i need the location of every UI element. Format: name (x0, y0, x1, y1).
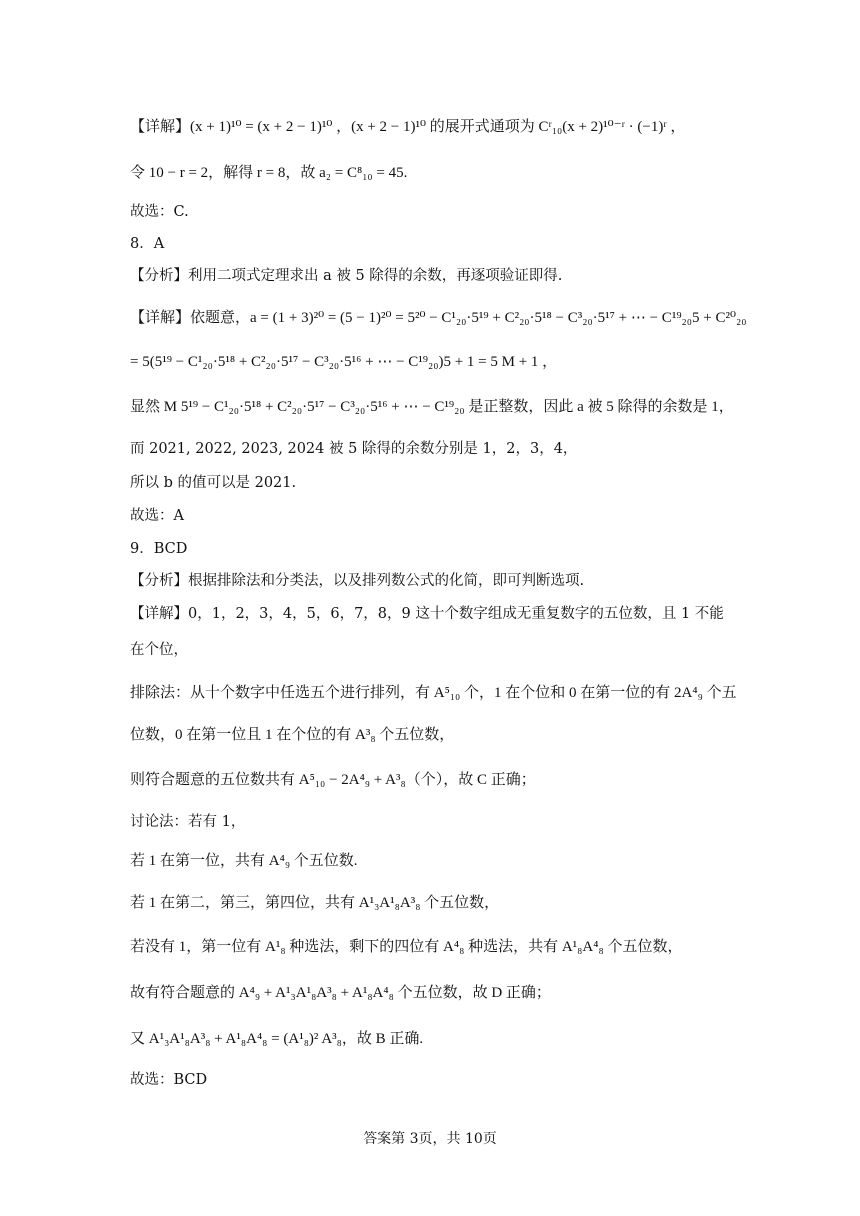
page-footer: 答案第 3页，共 10页 (363, 1131, 497, 1147)
text-line: 令 10 − r = 2，解得 r = 8，故 a₂ = C⁸₁₀ = 45. (130, 165, 408, 181)
text-line: 若 1 在第二，第三，第四位，共有 A¹₃A¹₈A³₈ 个五位数， (130, 895, 500, 911)
text-line: 故选：BCD (130, 1072, 208, 1088)
text-line: 讨论法：若有 1， (130, 814, 246, 830)
question-number: 8．A (130, 236, 165, 252)
text-line: 故选：C. (130, 204, 189, 220)
text-line: 若 1 在第一位，共有 A⁴₉ 个五位数. (130, 853, 358, 869)
text-line: 【详解】(x + 1)¹⁰ = (x + 2 − 1)¹⁰ ，(x + 2 − 1)¹⁰ 的展开式通项为 Cʳ₁₀(x + 2)¹⁰⁻ʳ · (−1)ʳ ， (130, 119, 686, 135)
text-line: 位数，0 在第一位且 1 在个位的有 A³₈ 个五位数， (130, 727, 455, 743)
text-line: 故选：A (130, 508, 184, 524)
text-line: 排除法：从十个数字中任选五个进行排列，有 A⁵₁₀ 个，1 在个位和 0 在第一位的有 2A⁴₉ 个五 (130, 685, 737, 701)
text-line: 又 A¹₃A¹₈A³₈ + A¹₈A⁴₈ = (A¹₈)² A³₈，故 B 正确. (130, 1031, 424, 1047)
text-line: 故有符合题意的 A⁴₉ + A¹₃A¹₈A³₈ + A¹₈A⁴₈ 个五位数，故 D 正确； (130, 985, 551, 1001)
text-line: 【详解】依题意，a = (1 + 3)²⁰ = (5 − 1)²⁰ = 5²⁰ − C¹₂₀·5¹⁹ + C²₂₀·5¹⁸ − C³₂₀·5¹⁷ + ⋯ − C¹⁹₂₀5 + C²⁰₂₀ (130, 310, 747, 326)
text-line: 【详解】0，1，2，3，4，5，6，7，8，9 这十个数字组成无重复数字的五位数，且 1 不能 (130, 606, 724, 622)
text-line: 则符合题意的五位数共有 A⁵₁₀ − 2A⁴₉ + A³₈（个），故 C 正确； (130, 772, 536, 788)
text-line: 而 2021, 2022, 2023, 2024 被 5 除得的余数分别是 1，2，3，4， (130, 441, 578, 457)
text-line: 在个位， (130, 642, 188, 658)
text-line: 【分析】根据排除法和分类法，以及排列数公式的化简，即可判断选项. (130, 573, 585, 589)
question-number: 9．BCD (130, 541, 188, 557)
text-line: 若没有 1，第一位有 A¹₈ 种选法，剩下的四位有 A⁴₈ 种选法，共有 A¹₈A⁴₈ 个五位数， (130, 939, 683, 955)
text-line: 【分析】利用二项式定理求出 a 被 5 除得的余数，再逐项验证即得. (130, 268, 563, 284)
text-line: 显然 M 5¹⁹ − C¹₂₀·5¹⁸ + C²₂₀·5¹⁷ − C³₂₀·5¹⁶ + ⋯ − C¹⁹₂₀ 是正整数，因此 a 被 5 除得的余数是 1， (130, 399, 734, 415)
text-line: = 5(5¹⁹ − C¹₂₀·5¹⁸ + C²₂₀·5¹⁷ − C³₂₀·5¹⁶ + ⋯ − C¹⁹₂₀)5 + 1 = 5 M + 1 ， (130, 354, 558, 370)
text-line: 所以 b 的值可以是 2021. (130, 475, 297, 491)
